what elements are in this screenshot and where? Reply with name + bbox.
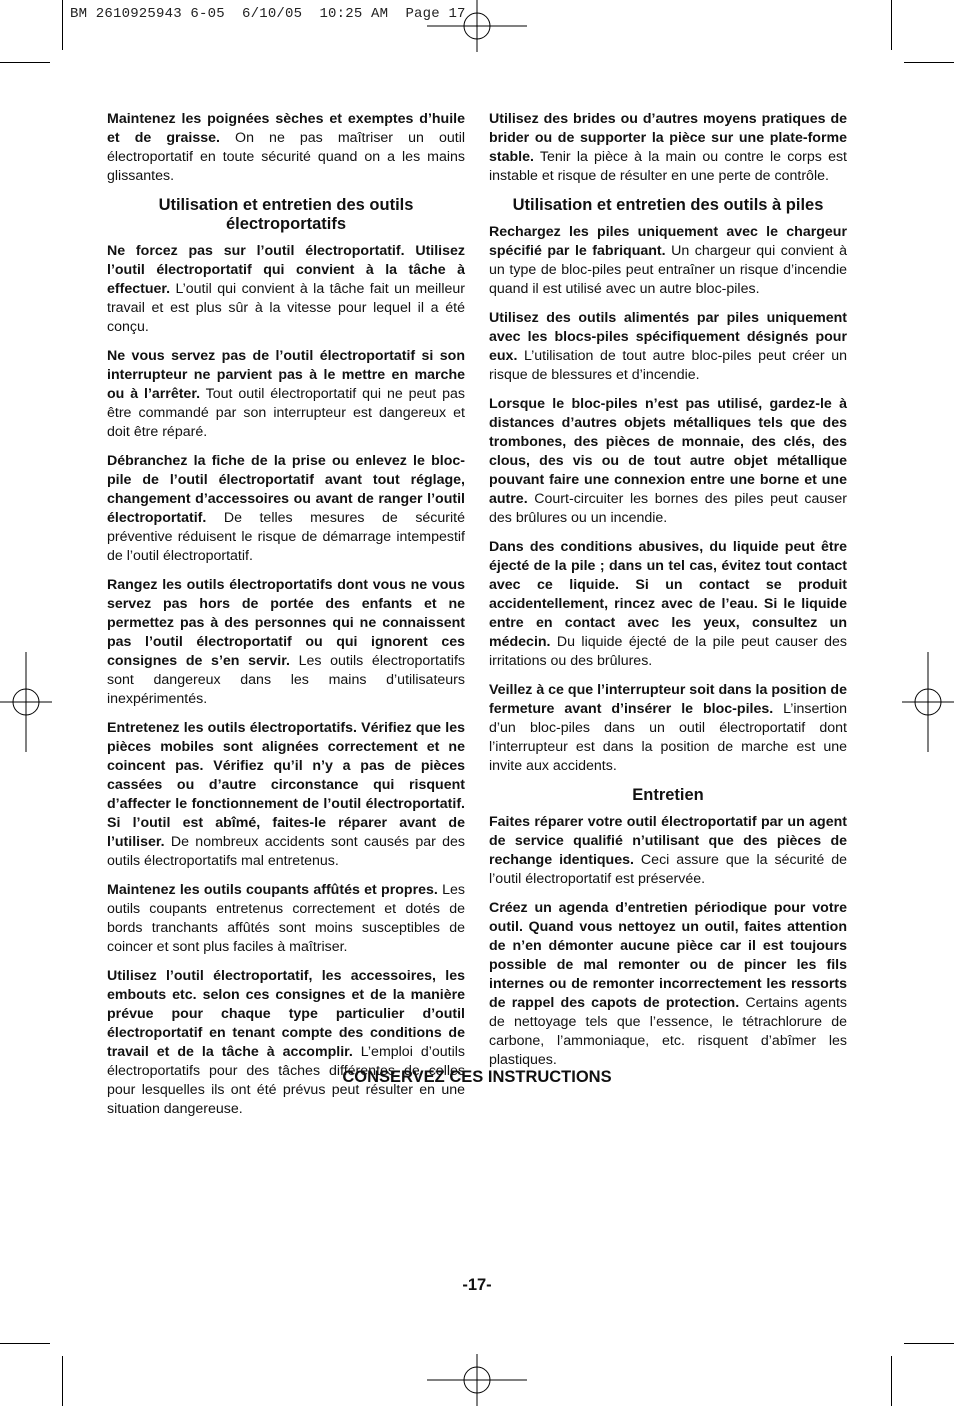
registration-mark-bottom (427, 1354, 527, 1406)
crop-mark-top-right-horizontal (904, 62, 954, 63)
paragraph (489, 681, 847, 776)
paragraph-body: Un chargeur qui convient à un type de bloc-piles peut entraîner un risque d’incendie quand il est utilisé avec un autre bloc-piles. (489, 243, 847, 297)
paragraph-body: Ceci assure que la sécurité de l’outil électroportatif est préservée. (489, 852, 847, 887)
paragraph (489, 395, 847, 528)
paragraph-lead: Rangez les outils électroportatifs dont vous ne vous servez pas hors de portée des enfants et ne permettez pas à des personnes qui ne connaissent pas l’outil électroportatif ou qui ignorent ces consignes de s’en servir. (107, 577, 465, 669)
paragraph-body: L’outil qui convient à la tâche fait un meilleur travail et est plus sûr à la vitesse pour lequel il a été conçu. (107, 281, 465, 335)
paragraph (489, 813, 847, 889)
crop-mark-top-right-vertical (891, 0, 892, 50)
registration-mark-left (0, 652, 52, 752)
paragraph-lead: Rechargez les piles uniquement avec le chargeur spécifié par le fabriquant. (489, 224, 847, 259)
paragraph-lead: Dans des conditions abusives, du liquide peut être éjecté de la pile ; dans un tel cas, évitez tout contact avec ce liquide. Si un contact se produit accidentellement, rincez avec de l’eau. Si le liquide entre en contact avec les yeux, consultez un médecin. (489, 539, 847, 650)
paragraph (107, 347, 465, 442)
paragraph-lead: Débranchez la fiche de la prise ou enlevez le bloc-pile de l’outil électroportatif avant tout réglage, changement d’accessoires ou avant de ranger l’outil électroportatif. (107, 453, 465, 526)
paragraph-body: De nombreux accidents sont causés par des outils électroportatifs mal entretenus. (107, 834, 465, 869)
paragraph-body: Certains agents de nettoyage tels que l’essence, le tétrachlorure de carbone, l’ammoniaque, etc. risquent d’abîmer les plastiques. (489, 995, 847, 1068)
right-column (489, 110, 847, 1080)
paragraph-body: L’insertion d’un bloc-piles dans un outil électroportatif dont l’interrupteur est dans la position de marche est une invite aux accidents. (489, 701, 847, 774)
paragraph-lead: Ne vous servez pas de l’outil électroportatif si son interrupteur ne parvient pas à le mettre en marche ou à l’arrêter. (107, 348, 465, 402)
page-number: -17- (462, 1276, 492, 1294)
paragraph (489, 223, 847, 299)
paragraph (107, 881, 465, 957)
registration-mark-right (902, 652, 954, 752)
crop-mark-bottom-left-horizontal (0, 1343, 50, 1344)
paragraph-lead: Lorsque le bloc-piles n’est pas utilisé, gardez-le à distances d’autres objets métalliques tels que des trombones, des pièces de monnaie, des clés, des clous, des vis ou de tout autre objet métallique pouvant faire une connexion entre une borne et une autre. (489, 396, 847, 507)
save-instructions-title: CONSERVEZ CES INSTRUCTIONS (342, 1068, 612, 1086)
paragraph-body: Tenir la pièce à la main ou contre le corps est instable et risque de résulter en une perte de contrôle. (489, 149, 847, 184)
paragraph-lead: Maintenez les poignées sèches et exemptes d’huile et de graisse. (107, 111, 465, 146)
paragraph-body: Tout outil électroportatif qui ne peut pas être commandé par son interrupteur est dangereux et doit être réparé. (107, 386, 465, 440)
paragraph (489, 309, 847, 385)
paragraph-body: Les outils coupants entretenus correctement et dotés de bords tranchants affûtés sont moins susceptibles de coincer et sont plus faciles à maîtriser. (107, 882, 465, 955)
registration-mark-top (427, 0, 527, 52)
paragraph (489, 899, 847, 1070)
paragraph-lead: Utilisez des brides ou d’autres moyens pratiques de brider ou de supporter la pièce sur une plate-forme stable. (489, 111, 847, 165)
crop-mark-top-left-horizontal (0, 62, 50, 63)
paragraph-body: Court-circuiter les bornes des piles peut causer des brûlures ou un incendie. (489, 491, 847, 526)
paragraph-lead: Faites réparer votre outil électroportatif par un agent de service qualifié n’utilisant que des pièces de rechange identiques. (489, 814, 847, 868)
paragraph (107, 110, 465, 186)
section-heading: Entretien (632, 786, 704, 804)
paragraph-body: L’emploi d’outils électroportatifs pour des tâches différentes de celles pour lesquelles ils ont été prévus peut résulter en une situation dangereuse. (107, 1044, 465, 1117)
crop-mark-bottom-right-vertical (891, 1356, 892, 1406)
paragraph-body: De telles mesures de sécurité préventive réduisent le risque de démarrage intempestif de l’outil électroportatif. (107, 510, 465, 564)
printer-slug: BM 2610925943 6-05 6/10/05 10:25 AM Page 17 (70, 6, 466, 22)
section-heading: Utilisation et entretien des outils électroportatifs (158, 196, 414, 233)
paragraph (107, 576, 465, 709)
paragraph-body: L’utilisation de tout autre bloc-piles peut créer un risque de blessures et d’incendie. (489, 348, 847, 383)
paragraph-lead: Utilisez des outils alimentés par piles uniquement avec les blocs-piles spécifiquement désignés pour eux. (489, 310, 847, 364)
section-heading: Utilisation et entretien des outils à piles (512, 196, 824, 214)
paragraph-lead: Entretenez les outils électroportatifs. Vérifiez que les pièces mobiles sont alignées correctement et ne coincent pas. Vérifiez qu’il n’y a pas de pièces cassées ou d’autre circonstance qui risquent d’affecter le fonctionnement de l’outil électroportatif. Si l’outil est abîmé, faites-le réparer avant de l’utiliser. (107, 720, 465, 850)
paragraph-body: Du liquide éjecté de la pile peut causer des irritations ou des brûlures. (489, 634, 847, 669)
paragraph (107, 242, 465, 337)
paragraph-lead: Maintenez les outils coupants affûtés et propres. (107, 882, 438, 898)
left-column (107, 110, 465, 1129)
paragraph-lead: Utilisez l’outil électroportatif, les accessoires, les embouts etc. selon ces consignes et de la manière prévue pour chaque type particulier d’outil électroportatif en tenant compte des conditions de travail et de la tâche à accomplir. (107, 968, 465, 1060)
crop-mark-bottom-left-vertical (62, 1356, 63, 1406)
paragraph-lead: Veillez à ce que l’interrupteur soit dans la position de fermeture avant d’insérer le bloc-piles. (489, 682, 847, 717)
paragraph-lead: Créez un agenda d’entretien périodique pour votre outil. Quand vous nettoyez un outil, faites attention de n’en démonter aucune pièce car il est toujours possible de mal remonter ou de pincer les fils internes ou de remonter incorrectement les ressorts de rappel des capots de protection. (489, 900, 847, 1011)
paragraph-lead: Ne forcez pas sur l’outil électroportatif. Utilisez l’outil électroportatif qui convient à la tâche à effectuer. (107, 243, 465, 297)
paragraph (107, 967, 465, 1119)
crop-mark-top-left-vertical (62, 0, 63, 50)
paragraph (489, 538, 847, 671)
paragraph (489, 110, 847, 186)
paragraph (107, 719, 465, 871)
paragraph (107, 452, 465, 566)
paragraph-body: On ne pas maîtriser un outil électroportatif en toute sécurité quand on a les mains glissantes. (107, 130, 465, 184)
paragraph-body: Les outils électroportatifs sont dangereux dans les mains d’utilisateurs inexpérimentés. (107, 653, 465, 707)
crop-mark-bottom-right-horizontal (904, 1343, 954, 1344)
